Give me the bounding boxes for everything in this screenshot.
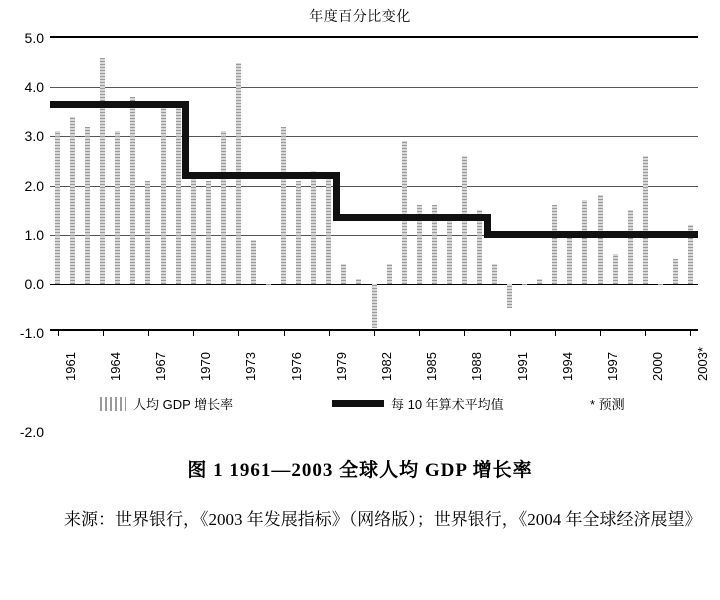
chart-legend bbox=[50, 392, 698, 418]
bar bbox=[161, 102, 166, 284]
decade-average-segment bbox=[487, 231, 698, 238]
decade-average-riser bbox=[182, 101, 189, 179]
decade-average-segment bbox=[186, 172, 337, 179]
bar bbox=[537, 279, 542, 284]
x-axis-tick-label: 1961 bbox=[62, 352, 78, 381]
bar bbox=[356, 279, 361, 284]
bar bbox=[145, 181, 150, 284]
bar bbox=[130, 97, 135, 284]
bar bbox=[251, 240, 256, 284]
x-axis-tick bbox=[600, 331, 601, 336]
bar bbox=[598, 195, 603, 284]
bar bbox=[643, 156, 648, 284]
legend-item-line bbox=[332, 394, 504, 413]
y-axis-tick-label: -1.0 bbox=[19, 325, 44, 341]
y-axis-label-bottom: -2.0 bbox=[19, 424, 44, 440]
bar bbox=[507, 284, 512, 309]
x-axis-tick bbox=[238, 331, 239, 336]
bar bbox=[567, 235, 572, 284]
legend-label-forecast: * 预测 bbox=[590, 397, 625, 412]
bar bbox=[296, 181, 301, 284]
figure-source: 来源：世界银行，《2003 年发展指标》（网络版）；世界银行，《2004 年全球经济展望》 bbox=[64, 510, 702, 529]
x-axis-tick bbox=[464, 331, 465, 336]
bar bbox=[613, 254, 618, 284]
bar bbox=[341, 264, 346, 284]
bar bbox=[115, 131, 120, 283]
x-axis-labels bbox=[50, 333, 711, 393]
bar bbox=[281, 127, 286, 284]
chart-title: 年度百分比变化 bbox=[309, 8, 411, 24]
bar bbox=[176, 107, 181, 284]
x-axis-tick-label: 1979 bbox=[333, 352, 349, 381]
plot-inner bbox=[19, 30, 698, 341]
legend-item-bars bbox=[100, 394, 233, 413]
gridline bbox=[50, 87, 698, 88]
line-swatch-icon bbox=[332, 400, 384, 407]
x-axis-tick-label: 1967 bbox=[152, 352, 168, 381]
bar bbox=[552, 205, 557, 284]
x-axis-tick-label: 2000 bbox=[650, 352, 666, 381]
x-axis-tick bbox=[645, 331, 646, 336]
decade-average-riser bbox=[484, 214, 491, 238]
bar bbox=[658, 284, 663, 285]
bar bbox=[206, 181, 211, 284]
x-axis-tick-label: 1973 bbox=[243, 352, 259, 381]
legend-label-bars: 人均 GDP 增长率 bbox=[133, 397, 234, 412]
bar bbox=[311, 171, 316, 284]
bar bbox=[221, 131, 226, 283]
x-axis-tick bbox=[690, 331, 691, 336]
y-axis-tick-label: 4.0 bbox=[24, 79, 44, 96]
x-axis-tick-label: 1994 bbox=[559, 352, 575, 381]
x-axis-tick bbox=[555, 331, 556, 336]
bar bbox=[447, 215, 452, 284]
x-axis-tick bbox=[58, 331, 59, 336]
plot-box bbox=[19, 30, 698, 341]
x-axis-tick-label: 1970 bbox=[198, 352, 214, 381]
y-axis-tick-label: 2.0 bbox=[24, 177, 44, 194]
x-axis-tick bbox=[510, 331, 511, 336]
y-axis-tick-label: 0.0 bbox=[24, 275, 44, 292]
legend-item-forecast bbox=[590, 394, 625, 413]
bar bbox=[85, 127, 90, 284]
x-axis-tick bbox=[148, 331, 149, 336]
x-axis-tick bbox=[103, 331, 104, 336]
x-axis-tick-label: 1976 bbox=[288, 352, 304, 381]
y-axis-tick-label: 1.0 bbox=[24, 226, 44, 243]
gridline bbox=[50, 136, 698, 137]
bar bbox=[70, 117, 75, 284]
x-axis-tick bbox=[284, 331, 285, 336]
bar bbox=[402, 141, 407, 284]
bar bbox=[387, 264, 392, 284]
legend-label-line: 每 10 年算术平均值 bbox=[391, 397, 504, 412]
x-axis-tick bbox=[374, 331, 375, 336]
bar bbox=[477, 210, 482, 284]
decade-average-riser bbox=[333, 172, 340, 221]
bar bbox=[326, 176, 331, 284]
x-axis-tick bbox=[329, 331, 330, 336]
y-axis-tick-label: 5.0 bbox=[24, 30, 44, 46]
bar bbox=[55, 131, 60, 283]
bar bbox=[492, 264, 497, 284]
bar bbox=[266, 284, 271, 285]
x-axis-tick bbox=[193, 331, 194, 336]
bars-swatch-icon bbox=[100, 397, 126, 411]
x-axis-tick-label: 1964 bbox=[107, 352, 123, 381]
bar bbox=[372, 284, 377, 328]
x-axis-tick-label: 1982 bbox=[379, 352, 394, 381]
bar bbox=[628, 210, 633, 284]
bar bbox=[191, 176, 196, 284]
x-axis-tick bbox=[419, 331, 420, 336]
bar bbox=[673, 259, 678, 284]
bar bbox=[522, 284, 527, 285]
x-axis-tick-label: 1988 bbox=[469, 352, 485, 381]
x-axis-tick-label: 1985 bbox=[424, 352, 440, 381]
decade-average-segment bbox=[336, 214, 487, 221]
decade-average-segment bbox=[50, 101, 186, 108]
x-axis-tick-label: 1991 bbox=[514, 352, 530, 381]
bar bbox=[100, 58, 105, 284]
y-axis-tick-label: 3.0 bbox=[24, 128, 44, 145]
x-axis-tick-label: 1997 bbox=[605, 352, 621, 381]
figure-caption: 图 1 1961—2003 全球人均 GDP 增长率 bbox=[187, 460, 533, 481]
x-axis-tick-label: 2003* bbox=[695, 347, 711, 381]
bar bbox=[582, 200, 587, 284]
